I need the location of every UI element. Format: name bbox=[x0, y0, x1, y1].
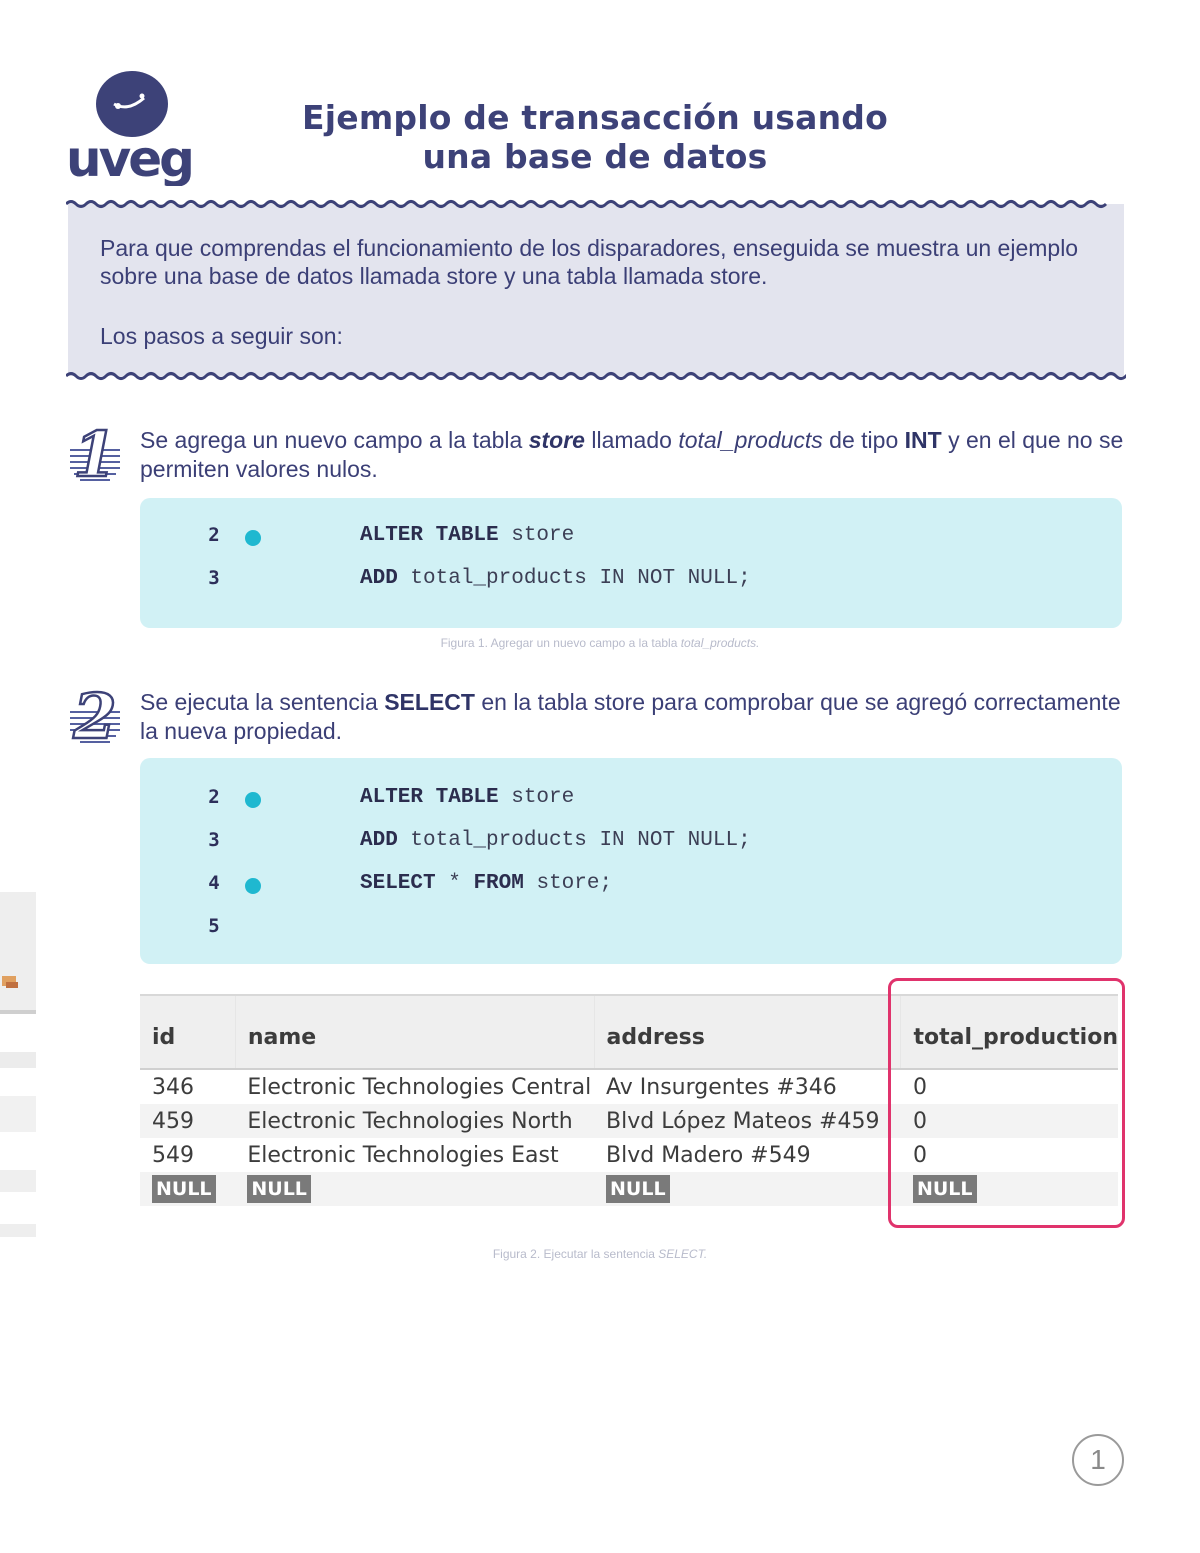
code-keyword: ADD bbox=[360, 567, 398, 590]
cell-id: 549 bbox=[152, 1142, 194, 1168]
step-1-table-name: store bbox=[528, 427, 585, 453]
cell-name: Electronic Technologies North bbox=[235, 1104, 594, 1138]
cell-address: Blvd Madero #549 bbox=[606, 1142, 811, 1168]
title-line-1: Ejemplo de transacción usando bbox=[301, 98, 888, 137]
column-header-address: address bbox=[594, 995, 901, 1069]
intro-paragraph-1: Para que comprendas el funcionamiento de los disparadores, enseguida se muestra un ejemplo sobre una base de datos llamada store y una tabla llamada store. bbox=[100, 235, 1079, 289]
intro-text bbox=[100, 234, 1100, 350]
caption-italic: SELECT. bbox=[658, 1247, 708, 1261]
line-number: 4 bbox=[208, 872, 220, 894]
figure-2-caption bbox=[0, 1247, 1200, 1261]
code-rest: * bbox=[435, 872, 474, 895]
code-text bbox=[360, 872, 612, 895]
wave-divider-bottom bbox=[66, 370, 1126, 382]
cell-total-production: 0 bbox=[912, 1142, 927, 1168]
step-2-text-a: Se ejecuta la sentencia bbox=[140, 689, 385, 715]
null-badge: NULL bbox=[152, 1175, 216, 1203]
code-keyword: ALTER TABLE bbox=[360, 786, 499, 809]
step-2-keyword: SELECT bbox=[384, 689, 475, 715]
step-2-text bbox=[140, 688, 1130, 746]
cell-name bbox=[235, 1172, 594, 1206]
breakpoint-dot bbox=[245, 878, 261, 894]
line-number: 3 bbox=[208, 829, 220, 851]
code-text bbox=[360, 829, 751, 852]
intro-paragraph-2: Los pasos a seguir son: bbox=[100, 323, 343, 349]
code-keyword: ALTER TABLE bbox=[360, 524, 499, 547]
step-1-type: INT bbox=[904, 427, 942, 453]
step-2-number-icon bbox=[66, 682, 124, 750]
cell-id: 459 bbox=[140, 1104, 235, 1138]
line-number: 3 bbox=[208, 567, 220, 589]
line-number: 2 bbox=[208, 786, 220, 808]
line-number: 5 bbox=[208, 915, 220, 937]
cell-total-production: 0 bbox=[912, 1074, 927, 1100]
left-ui-fragment bbox=[0, 892, 36, 1237]
step-1-text-c: llamado bbox=[584, 427, 679, 453]
uveg-logo bbox=[66, 68, 194, 186]
code-line bbox=[140, 829, 1122, 859]
code-rest: store bbox=[498, 786, 575, 809]
column-highlight-box bbox=[888, 978, 1125, 1228]
code-line bbox=[140, 915, 1122, 945]
page-number: 1 bbox=[1072, 1434, 1124, 1486]
code-keyword: FROM bbox=[473, 872, 524, 895]
column-header-id: id bbox=[140, 995, 235, 1069]
caption-text: Figura 2. Ejecutar la sentencia bbox=[492, 1247, 659, 1261]
code-text bbox=[360, 524, 574, 547]
title-line-2: una base de datos bbox=[422, 137, 768, 176]
caption-text: Figura 1. Agregar un nuevo campo a la tabla bbox=[440, 636, 681, 650]
code-line bbox=[140, 567, 1122, 597]
line-number: 2 bbox=[208, 524, 220, 546]
wave-divider-top bbox=[66, 198, 1126, 210]
step-1-text-e: de tipo bbox=[822, 427, 905, 453]
code-line bbox=[140, 872, 1122, 902]
code-line bbox=[140, 786, 1122, 816]
code-rest: total_products IN NOT NULL; bbox=[397, 829, 751, 852]
code-rest: store; bbox=[523, 872, 613, 895]
code-text bbox=[360, 786, 574, 809]
code-rest: store bbox=[498, 524, 575, 547]
step-1-text-g: y en el que no se permiten valores nulos. bbox=[140, 427, 1124, 482]
breakpoint-dot bbox=[245, 530, 261, 546]
step-1-field-name: total_products bbox=[678, 427, 823, 453]
code-rest: total_products IN NOT NULL; bbox=[397, 567, 751, 590]
step-1-number-icon bbox=[66, 420, 124, 488]
code-keyword: ADD bbox=[360, 829, 398, 852]
cell-address bbox=[594, 1172, 901, 1206]
code-line bbox=[140, 524, 1122, 554]
null-badge: NULL bbox=[606, 1175, 670, 1203]
breakpoint-dot bbox=[245, 792, 261, 808]
step-1-number: 1 bbox=[73, 420, 117, 488]
step-1-text bbox=[140, 426, 1130, 484]
figure-1-caption bbox=[0, 636, 1200, 650]
code-keyword: SELECT bbox=[360, 872, 436, 895]
null-badge: NULL bbox=[247, 1175, 311, 1203]
page-title bbox=[300, 98, 890, 176]
logo-text: uveg bbox=[66, 130, 192, 186]
column-header-total-production: total_production bbox=[901, 995, 1118, 1069]
caption-italic: total_products. bbox=[680, 636, 760, 650]
column-header-name: name bbox=[235, 995, 594, 1069]
cell-total-production: 0 bbox=[901, 1104, 1118, 1138]
code-block-1 bbox=[140, 498, 1122, 628]
null-badge: NULL bbox=[913, 1175, 977, 1203]
code-block-2 bbox=[140, 758, 1122, 964]
step-1-text-a: Se agrega un nuevo campo a la tabla bbox=[140, 427, 529, 453]
cell-address: Blvd López Mateos #459 bbox=[594, 1104, 901, 1138]
cell-name: Electronic Technologies Central bbox=[247, 1074, 592, 1100]
cell-address: Av Insurgentes #346 bbox=[606, 1074, 837, 1100]
code-text bbox=[360, 567, 751, 590]
cell-id bbox=[140, 1172, 235, 1206]
cell-id: 346 bbox=[152, 1074, 194, 1100]
step-2-text-c: en la tabla store para comprobar que se agregó correctamente la nueva propiedad. bbox=[140, 689, 1121, 744]
step-2-number: 2 bbox=[73, 682, 117, 750]
cell-name: Electronic Technologies East bbox=[247, 1142, 559, 1168]
